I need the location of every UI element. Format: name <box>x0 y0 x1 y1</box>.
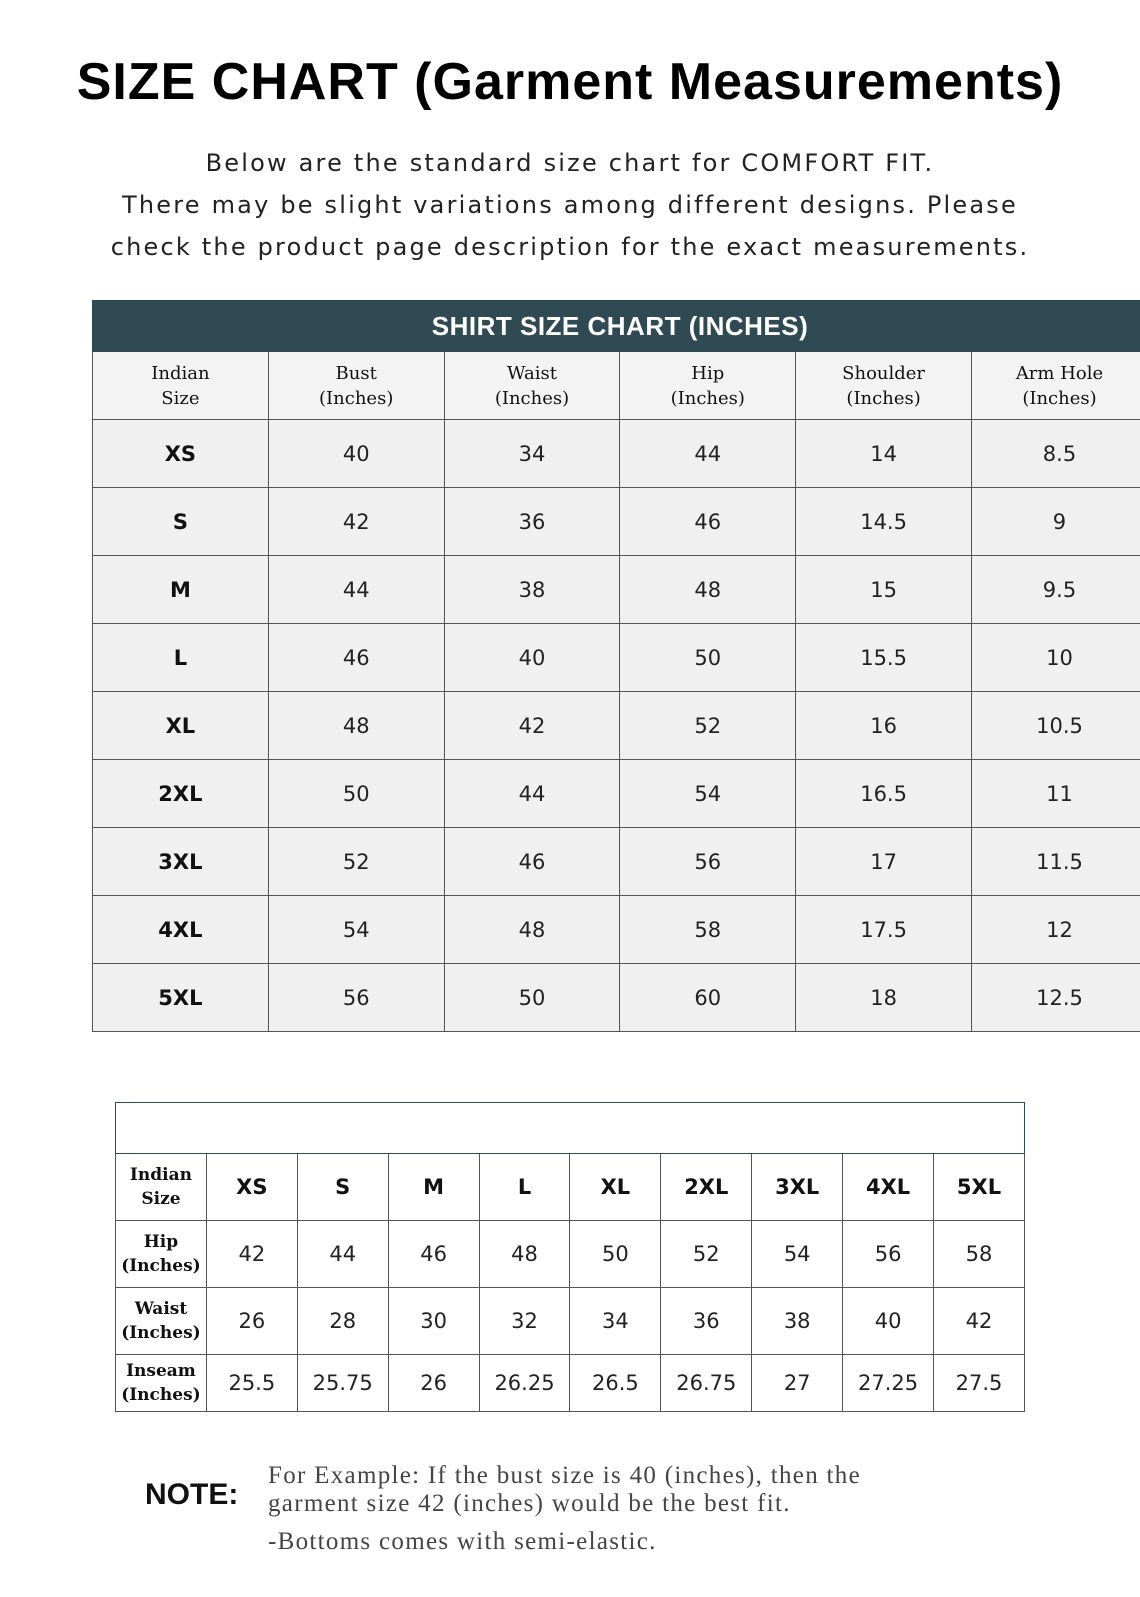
intro-text <box>0 142 1140 268</box>
shirt-column-header <box>796 352 972 420</box>
measurement-cell: 38 <box>444 556 620 624</box>
bottom-row-label <box>116 1288 207 1355</box>
size-cell: 2XL <box>93 760 269 828</box>
header-text-line: Size <box>161 387 200 409</box>
measurement-cell: 14 <box>796 420 972 488</box>
measurement-cell: 46 <box>268 624 444 692</box>
header-text-line: (Inches) <box>670 387 745 409</box>
table-row <box>116 1221 1025 1288</box>
measurement-cell: 12 <box>971 896 1140 964</box>
table-row <box>116 1355 1025 1412</box>
header-text-line: Size <box>141 1189 181 1209</box>
measurement-cell: 26.25 <box>479 1355 570 1412</box>
measurement-cell: 18 <box>796 964 972 1032</box>
header-text-line: (Inches) <box>846 387 921 409</box>
measurement-cell: 44 <box>297 1221 388 1288</box>
size-cell: S <box>297 1154 388 1221</box>
measurement-cell: 10 <box>971 624 1140 692</box>
measurement-cell: 54 <box>620 760 796 828</box>
header-text-line: Indian <box>151 362 210 384</box>
measurement-cell: 32 <box>479 1288 570 1355</box>
measurement-cell: 16 <box>796 692 972 760</box>
measurement-cell: 28 <box>297 1288 388 1355</box>
measurement-cell: 44 <box>444 760 620 828</box>
measurement-cell: 50 <box>268 760 444 828</box>
shirt-column-header <box>620 352 796 420</box>
size-cell: S <box>93 488 269 556</box>
header-text-line: Indian <box>129 1165 192 1185</box>
measurement-cell: 46 <box>388 1221 479 1288</box>
measurement-cell: 38 <box>752 1288 843 1355</box>
measurement-cell: 16.5 <box>796 760 972 828</box>
table-row <box>93 828 1140 896</box>
measurement-cell: 44 <box>620 420 796 488</box>
measurement-cell: 27.5 <box>934 1355 1025 1412</box>
size-cell: M <box>93 556 269 624</box>
note-text <box>268 1462 1028 1556</box>
header-text-line: Inseam <box>126 1361 196 1381</box>
measurement-cell: 17.5 <box>796 896 972 964</box>
measurement-cell: 48 <box>620 556 796 624</box>
measurement-cell: 34 <box>570 1288 661 1355</box>
table-row <box>93 964 1140 1032</box>
measurement-cell: 52 <box>268 828 444 896</box>
measurement-cell: 36 <box>661 1288 752 1355</box>
header-text-line: (Inches) <box>1022 387 1097 409</box>
size-cell: 3XL <box>752 1154 843 1221</box>
measurement-cell: 34 <box>444 420 620 488</box>
measurement-cell: 56 <box>268 964 444 1032</box>
header-text-line: (Inches) <box>121 1323 201 1343</box>
measurement-cell: 42 <box>444 692 620 760</box>
header-text-line: Waist <box>507 362 557 384</box>
measurement-cell: 15.5 <box>796 624 972 692</box>
size-cell: 4XL <box>93 896 269 964</box>
measurement-cell: 8.5 <box>971 420 1140 488</box>
size-cell: 2XL <box>661 1154 752 1221</box>
bottom-row-label <box>116 1154 207 1221</box>
measurement-cell: 40 <box>843 1288 934 1355</box>
measurement-cell: 44 <box>268 556 444 624</box>
table-row <box>93 420 1140 488</box>
bottom-table-title: BOTTOM SIZE CHART (INCHES) <box>116 1103 1025 1154</box>
measurement-cell: 9 <box>971 488 1140 556</box>
measurement-cell: 48 <box>479 1221 570 1288</box>
table-row <box>93 488 1140 556</box>
note-line: garment size 42 (inches) would be the best fit. <box>268 1490 791 1517</box>
table-row <box>93 624 1140 692</box>
header-text-line: (Inches) <box>319 387 394 409</box>
note-extra: -Bottoms comes with semi-elastic. <box>268 1528 657 1555</box>
measurement-cell: 26 <box>206 1288 297 1355</box>
bottom-size-table <box>115 1102 1025 1412</box>
measurement-cell: 50 <box>620 624 796 692</box>
size-cell: XL <box>93 692 269 760</box>
measurement-cell: 58 <box>934 1221 1025 1288</box>
page-title: SIZE CHART (Garment Measurements) <box>76 53 1064 111</box>
measurement-cell: 54 <box>268 896 444 964</box>
measurement-cell: 12.5 <box>971 964 1140 1032</box>
measurement-cell: 27.25 <box>843 1355 934 1412</box>
header-text-line: (Inches) <box>121 1385 201 1405</box>
shirt-column-header <box>971 352 1140 420</box>
size-cell: 5XL <box>93 964 269 1032</box>
measurement-cell: 9.5 <box>971 556 1140 624</box>
measurement-cell: 36 <box>444 488 620 556</box>
measurement-cell: 10.5 <box>971 692 1140 760</box>
table-row <box>93 760 1140 828</box>
shirt-column-header <box>444 352 620 420</box>
measurement-cell: 14.5 <box>796 488 972 556</box>
header-text-line: (Inches) <box>121 1256 201 1276</box>
intro-line: Below are the standard size chart for COMFORT FIT. <box>205 149 935 177</box>
measurement-cell: 50 <box>570 1221 661 1288</box>
header-text-line: (Inches) <box>494 387 570 409</box>
measurement-cell: 46 <box>444 828 620 896</box>
bottom-row-label <box>116 1355 207 1412</box>
measurement-cell: 17 <box>796 828 972 896</box>
size-cell: M <box>388 1154 479 1221</box>
size-cell: L <box>479 1154 570 1221</box>
bottom-sizes-row <box>116 1154 1025 1221</box>
measurement-cell: 48 <box>268 692 444 760</box>
header-text-line: Waist <box>134 1299 188 1319</box>
measurement-cell: 15 <box>796 556 972 624</box>
measurement-cell: 42 <box>206 1221 297 1288</box>
shirt-column-header <box>268 352 444 420</box>
size-cell: 5XL <box>934 1154 1025 1221</box>
measurement-cell: 25.75 <box>297 1355 388 1412</box>
measurement-cell: 40 <box>444 624 620 692</box>
measurement-cell: 26.75 <box>661 1355 752 1412</box>
table-row <box>93 896 1140 964</box>
measurement-cell: 54 <box>752 1221 843 1288</box>
header-text-line: Hip <box>143 1232 179 1252</box>
measurement-cell: 60 <box>620 964 796 1032</box>
note-label: NOTE: <box>145 1478 239 1511</box>
intro-line: There may be slight variations among different designs. Please <box>122 191 1018 219</box>
measurement-cell: 27 <box>752 1355 843 1412</box>
measurement-cell: 50 <box>444 964 620 1032</box>
shirt-size-table <box>92 300 1140 1032</box>
size-cell: XS <box>206 1154 297 1221</box>
shirt-column-header <box>93 352 269 420</box>
size-cell: XS <box>93 420 269 488</box>
measurement-cell: 25.5 <box>206 1355 297 1412</box>
size-cell: 3XL <box>93 828 269 896</box>
shirt-table-title: SHIRT SIZE CHART (INCHES) <box>93 301 1140 352</box>
size-cell: 4XL <box>843 1154 934 1221</box>
table-row <box>93 556 1140 624</box>
measurement-cell: 26.5 <box>570 1355 661 1412</box>
measurement-cell: 56 <box>620 828 796 896</box>
header-text-line: Arm Hole <box>1015 362 1104 384</box>
measurement-cell: 58 <box>620 896 796 964</box>
measurement-cell: 11.5 <box>971 828 1140 896</box>
measurement-cell: 48 <box>444 896 620 964</box>
note-line: For Example: If the bust size is 40 (inches), then the <box>268 1462 861 1489</box>
measurement-cell: 46 <box>620 488 796 556</box>
table-row <box>116 1288 1025 1355</box>
header-text-line: Bust <box>335 362 377 384</box>
measurement-cell: 26 <box>388 1355 479 1412</box>
measurement-cell: 42 <box>934 1288 1025 1355</box>
size-cell: L <box>93 624 269 692</box>
measurement-cell: 40 <box>268 420 444 488</box>
measurement-cell: 42 <box>268 488 444 556</box>
measurement-cell: 56 <box>843 1221 934 1288</box>
intro-line: check the product page description for the exact measurements. <box>110 233 1030 261</box>
measurement-cell: 30 <box>388 1288 479 1355</box>
header-text-line: Hip <box>691 362 725 384</box>
size-cell: XL <box>570 1154 661 1221</box>
measurement-cell: 11 <box>971 760 1140 828</box>
shirt-header-row <box>93 352 1140 420</box>
header-text-line: Shoulder <box>842 362 926 384</box>
table-row <box>93 692 1140 760</box>
bottom-row-label <box>116 1221 207 1288</box>
measurement-cell: 52 <box>620 692 796 760</box>
measurement-cell: 52 <box>661 1221 752 1288</box>
